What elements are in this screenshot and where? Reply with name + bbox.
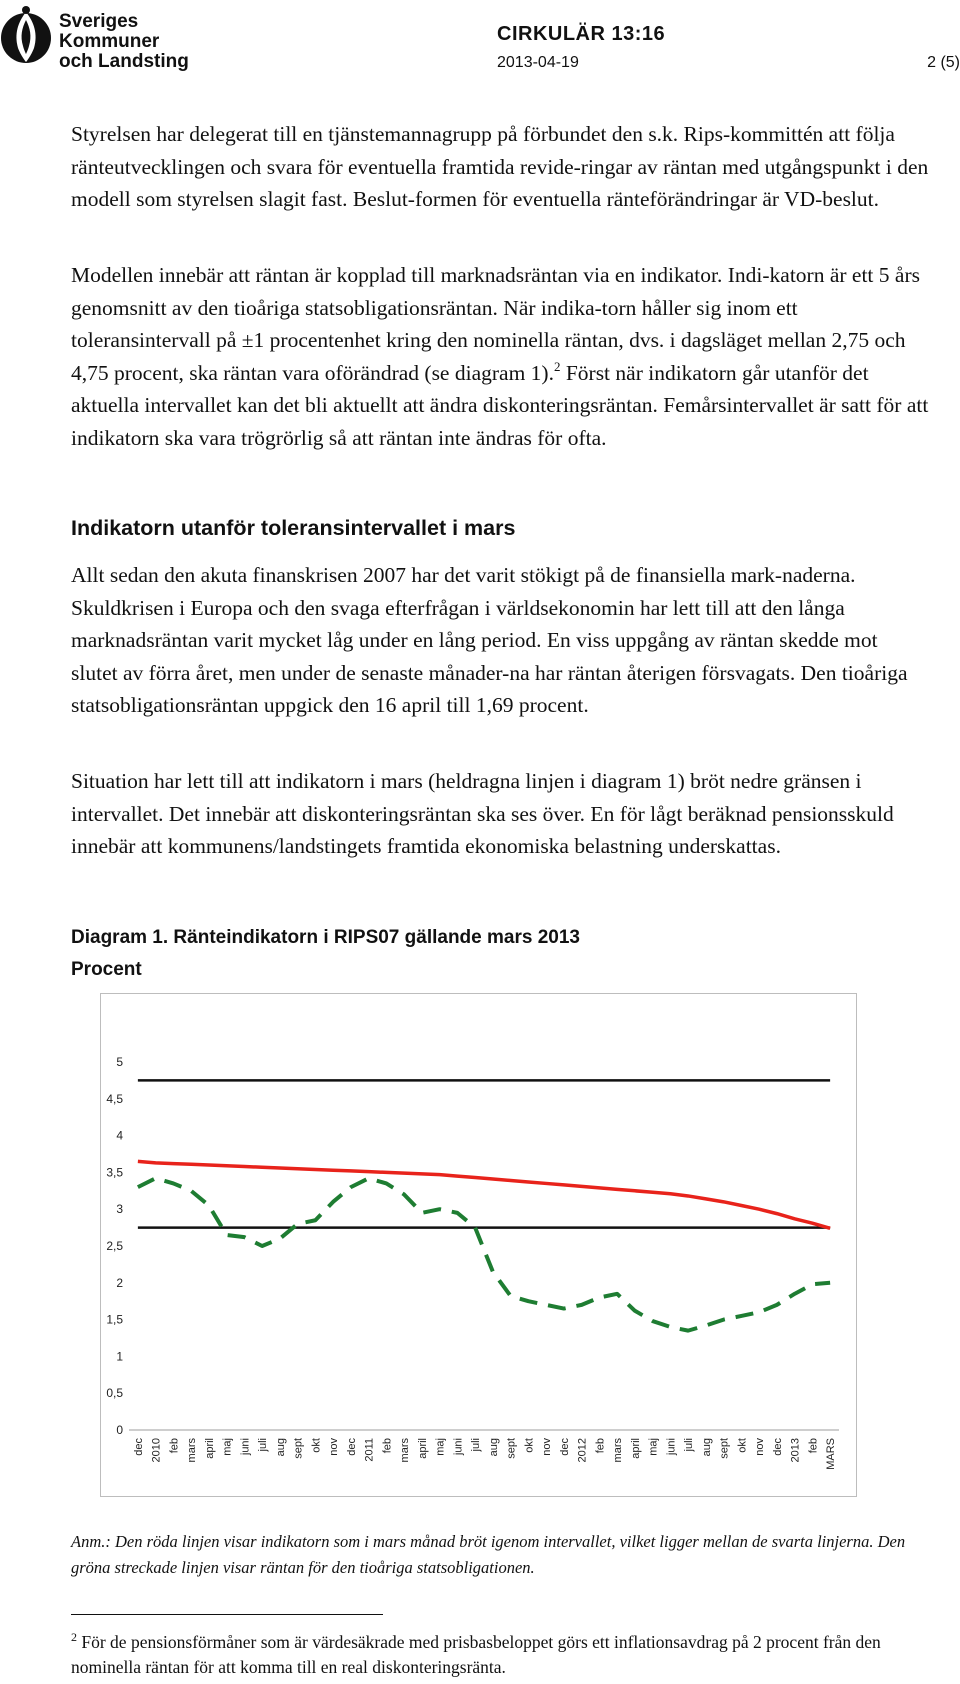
paragraph-1 (71, 118, 929, 216)
x-tick-label: juni (665, 1438, 678, 1456)
x-tick-label: aug (700, 1438, 713, 1457)
chart-frame (100, 993, 857, 1497)
x-tick-label: nov (754, 1438, 767, 1456)
footnote-number: 2 (71, 1630, 77, 1644)
x-tick-label: feb (168, 1438, 181, 1454)
x-tick-label: 2010 (150, 1438, 163, 1463)
x-tick-label: maj (221, 1438, 234, 1456)
x-tick-label: maj (647, 1438, 660, 1456)
x-tick-label: okt (310, 1438, 323, 1453)
paragraph-4 (71, 765, 929, 863)
diagram-title: Diagram 1. Ränteindikatorn i RIPS07 gällande mars 2013 (71, 927, 580, 948)
paragraph-2-text-b: Först när indikatorn går utanför det aktuella intervallet kan det bli aktuellt att ändra diskonteringsräntan. Femårsintervallet är satt för att indikatorn ska vara trögrörlig så att räntan inte ändras för ofta. (71, 360, 929, 450)
x-tick-label: 2011 (363, 1438, 376, 1462)
document-title: CIRKULÄR 13:16 (497, 23, 666, 45)
paragraph-2 (71, 259, 929, 454)
section-heading: Indikatorn utanför toleransintervallet i mars (71, 516, 516, 540)
paragraph-2-text-a: Modellen innebär att räntan är kopplad till marknadsräntan via en indikator. Indi-katorn är ett 5 års genomsnitt av den tioåriga statsobligationsräntan. När indika-torn håller sig inom ett toleransintervall på ±1 procentenhet kring den nominella räntan, dvs. i dagsläget mellan 2,75 och 4,75 procent, ska räntan vara oförändrad (se diagram 1). (71, 263, 920, 385)
footnote-divider (71, 1614, 383, 1615)
document-date: 2013-04-19 (497, 54, 579, 71)
indicator-series (138, 1161, 830, 1228)
x-tick-label: juli (683, 1438, 696, 1452)
x-tick-label: maj (434, 1438, 447, 1456)
x-tick-label: april (203, 1438, 216, 1459)
footnote-ref[interactable]: 2 (553, 358, 561, 374)
x-tick-label: mars (399, 1438, 412, 1463)
org-name (59, 12, 189, 72)
x-tick-label: mars (186, 1438, 199, 1463)
y-tick-label: 2,5 (106, 1239, 123, 1253)
paragraph-1-text: Styrelsen har delegerat till en tjänstemannagrupp på förbundet den s.k. Rips-kommittén att följa ränteutvecklingen och svara för eventuella framtida revide-ringar av räntan med utgångspunkt i den modell som styrelsen slagit fast. Beslut-formen för eventuella ränteförändringar är VD-beslut. (71, 122, 929, 211)
org-name-line-3: och Landsting (59, 51, 189, 72)
x-tick-label: nov (328, 1438, 341, 1456)
y-tick-label: 0,5 (106, 1386, 123, 1401)
paragraph-4-text: Situation har lett till att indikatorn i mars (heldragna linjen i diagram 1) bröt nedre gränsen i intervallet. Det innebär att diskonteringsräntan ska ses över. En för lågt beräknad pensionsskuld innebär att kommunens/landstingets framtida ekonomiska belastning underskattas. (71, 769, 894, 858)
x-tick-label: juli (257, 1438, 270, 1452)
paragraph-3 (71, 559, 929, 722)
y-tick-label: 0 (116, 1423, 123, 1437)
y-tick-label: 4,5 (106, 1091, 123, 1106)
x-tick-label: nov (541, 1438, 554, 1456)
footnote (71, 1630, 929, 1680)
x-tick-label: MARS (825, 1438, 838, 1470)
x-tick-label: okt (736, 1438, 749, 1453)
paragraph-3-text: Allt sedan den akuta finanskrisen 2007 har det varit stökigt på de finansiella mark-naderna. Skuldkrisen i Europa och den svaga efterfrågan i världsekonomin har lett till att den långa marknadsräntan varit mycket låg under en lång period. En viss uppgång av räntan skedde mot slutet av förra året, men under de senaste månader-na har räntan återigen försvagats. Den tioåriga statsobligationsräntan uppgick den 16 april till 1,69 procent. (71, 563, 908, 717)
x-tick-label: sept (718, 1438, 731, 1459)
x-tick-label: 2013 (789, 1438, 802, 1463)
x-tick-label: okt (523, 1438, 536, 1453)
x-tick-label: feb (594, 1438, 607, 1454)
org-name-line-2: Kommuner (59, 31, 160, 52)
x-tick-label: feb (807, 1438, 820, 1454)
x-tick-label: april (416, 1438, 429, 1459)
x-tick-label: dec (558, 1438, 571, 1456)
y-tick-label: 5 (116, 1055, 123, 1069)
y-tick-label: 3 (116, 1202, 123, 1217)
y-tick-label: 4 (116, 1128, 123, 1143)
x-tick-label: aug (274, 1438, 287, 1457)
x-tick-label: mars (612, 1438, 625, 1463)
x-tick-label: sept (292, 1438, 305, 1459)
x-tick-label: juni (239, 1438, 252, 1456)
x-tick-label: sept (505, 1438, 518, 1459)
x-tick-label: feb (381, 1438, 394, 1454)
line-chart (101, 994, 856, 1496)
x-tick-label: aug (487, 1438, 500, 1457)
y-tick-label: 2 (116, 1275, 123, 1290)
diagram-unit: Procent (71, 959, 142, 980)
org-name-line-1: Sveriges (59, 11, 139, 32)
x-tick-label: juni (452, 1438, 465, 1456)
x-tick-label: dec (771, 1438, 784, 1456)
x-tick-label: april (629, 1438, 642, 1459)
y-tick-label: 3,5 (106, 1165, 123, 1180)
y-tick-label: 1 (116, 1349, 123, 1364)
page-number (840, 54, 960, 72)
chart-note: Anm.: Den röda linjen visar indikatorn som i mars månad bröt igenom intervallet, vilket ligger mellan de svarta linjerna. Den gröna streckade linjen visar räntan för den tioåriga statsobligationen. (71, 1532, 906, 1577)
page-number-text: 2 (5) (927, 54, 960, 71)
footnote-text: För de pensionsförmåner som är värdesäkrade med prisbasbeloppet görs ett inflationsavdrag på 2 procent från den nominella räntan för att komma till en real diskonteringsränta. (71, 1632, 881, 1677)
y-tick-label: 1,5 (106, 1312, 123, 1327)
x-tick-label: 2012 (576, 1438, 589, 1463)
x-tick-label: dec (345, 1438, 358, 1456)
x-tick-label: dec (132, 1438, 145, 1456)
x-tick-label: juli (470, 1438, 483, 1452)
